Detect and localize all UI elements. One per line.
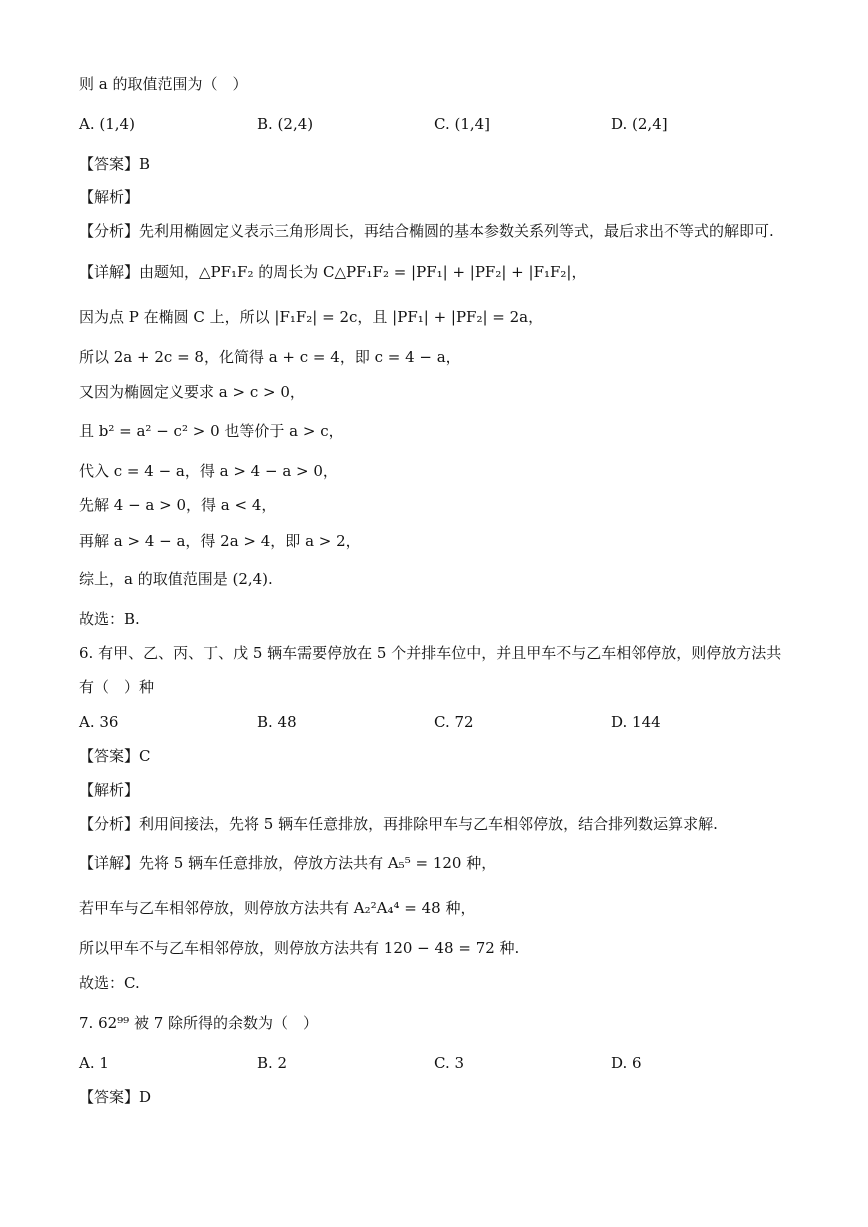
q7-option-d: D. 6 [611, 1054, 642, 1072]
q6-answer: 【答案】C [79, 747, 151, 765]
q5-analysis-title: 【解析】 [79, 188, 140, 206]
q7-option-a: A. 1 [79, 1054, 109, 1072]
q5-step: 代入 c = 4 − a，得 a > 4 − a > 0， [79, 462, 338, 480]
q5-option-b: B. (2,4) [257, 115, 314, 133]
q6-stem-line1: 6. 有甲、乙、丙、丁、戊 5 辆车需要停放在 5 个并排车位中，并且甲车不与乙车相邻停放，则停放方法共 [79, 644, 782, 662]
q5-step: 再解 a > 4 − a，得 2a > 4，即 a > 2， [79, 532, 361, 550]
q5-step: 又因为椭圆定义要求 a > c > 0， [79, 383, 305, 401]
q5-option-a: A. (1,4) [79, 115, 135, 133]
q6-step: 若甲车与乙车相邻停放，则停放方法共有 A₂²A₄⁴ = 48 种， [79, 899, 476, 917]
q5-answer: 【答案】B [79, 155, 151, 173]
q6-option-a: A. 36 [79, 713, 119, 731]
q5-step: 所以 2a + 2c = 8，化简得 a + c = 4，即 c = 4 − a， [79, 348, 461, 366]
q5-conclusion: 故选：B. [79, 610, 140, 628]
q7-stem: 7. 62⁹⁹ 被 7 除所得的余数为（ ） [79, 1014, 319, 1032]
q6-option-b: B. 48 [257, 713, 297, 731]
q5-step: 因为点 P 在椭圆 C 上，所以 |F₁F₂| = 2c，且 |PF₁| + |PF₂| = 2a， [79, 308, 544, 326]
q5-step: 综上，a 的取值范围是 (2,4). [79, 570, 273, 588]
q6-step: 所以甲车不与乙车相邻停放，则停放方法共有 120 − 48 = 72 种. [79, 939, 520, 957]
q5-fenxi: 【分析】先利用椭圆定义表示三角形周长，再结合椭圆的基本参数关系列等式，最后求出不等式的解即可. [79, 222, 774, 240]
q5-step: 且 b² = a² − c² > 0 也等价于 a > c， [79, 422, 344, 440]
q6-conclusion: 故选：C. [79, 974, 140, 992]
q5-step: 先解 4 − a > 0，得 a < 4， [79, 496, 277, 514]
q6-step: 【详解】先将 5 辆车任意排放，停放方法共有 A₅⁵ = 120 种， [79, 854, 497, 872]
q6-option-d: D. 144 [611, 713, 661, 731]
q5-stem: 则 a 的取值范围为（ ） [79, 75, 248, 93]
q7-option-b: B. 2 [257, 1054, 288, 1072]
q7-answer: 【答案】D [79, 1088, 152, 1106]
q7-option-c: C. 3 [434, 1054, 465, 1072]
q5-option-d: D. (2,4] [611, 115, 668, 133]
q6-fenxi: 【分析】利用间接法，先将 5 辆车任意排放，再排除甲车与乙车相邻停放，结合排列数运算求解. [79, 815, 718, 833]
q6-stem-line2: 有（ ）种 [79, 678, 155, 696]
q5-step: 【详解】由题知，△PF₁F₂ 的周长为 C△PF₁F₂ = |PF₁| + |PF₂| + |F₁F₂|， [79, 263, 587, 281]
q6-option-c: C. 72 [434, 713, 474, 731]
q5-option-c: C. (1,4] [434, 115, 491, 133]
q6-analysis-title: 【解析】 [79, 781, 140, 799]
